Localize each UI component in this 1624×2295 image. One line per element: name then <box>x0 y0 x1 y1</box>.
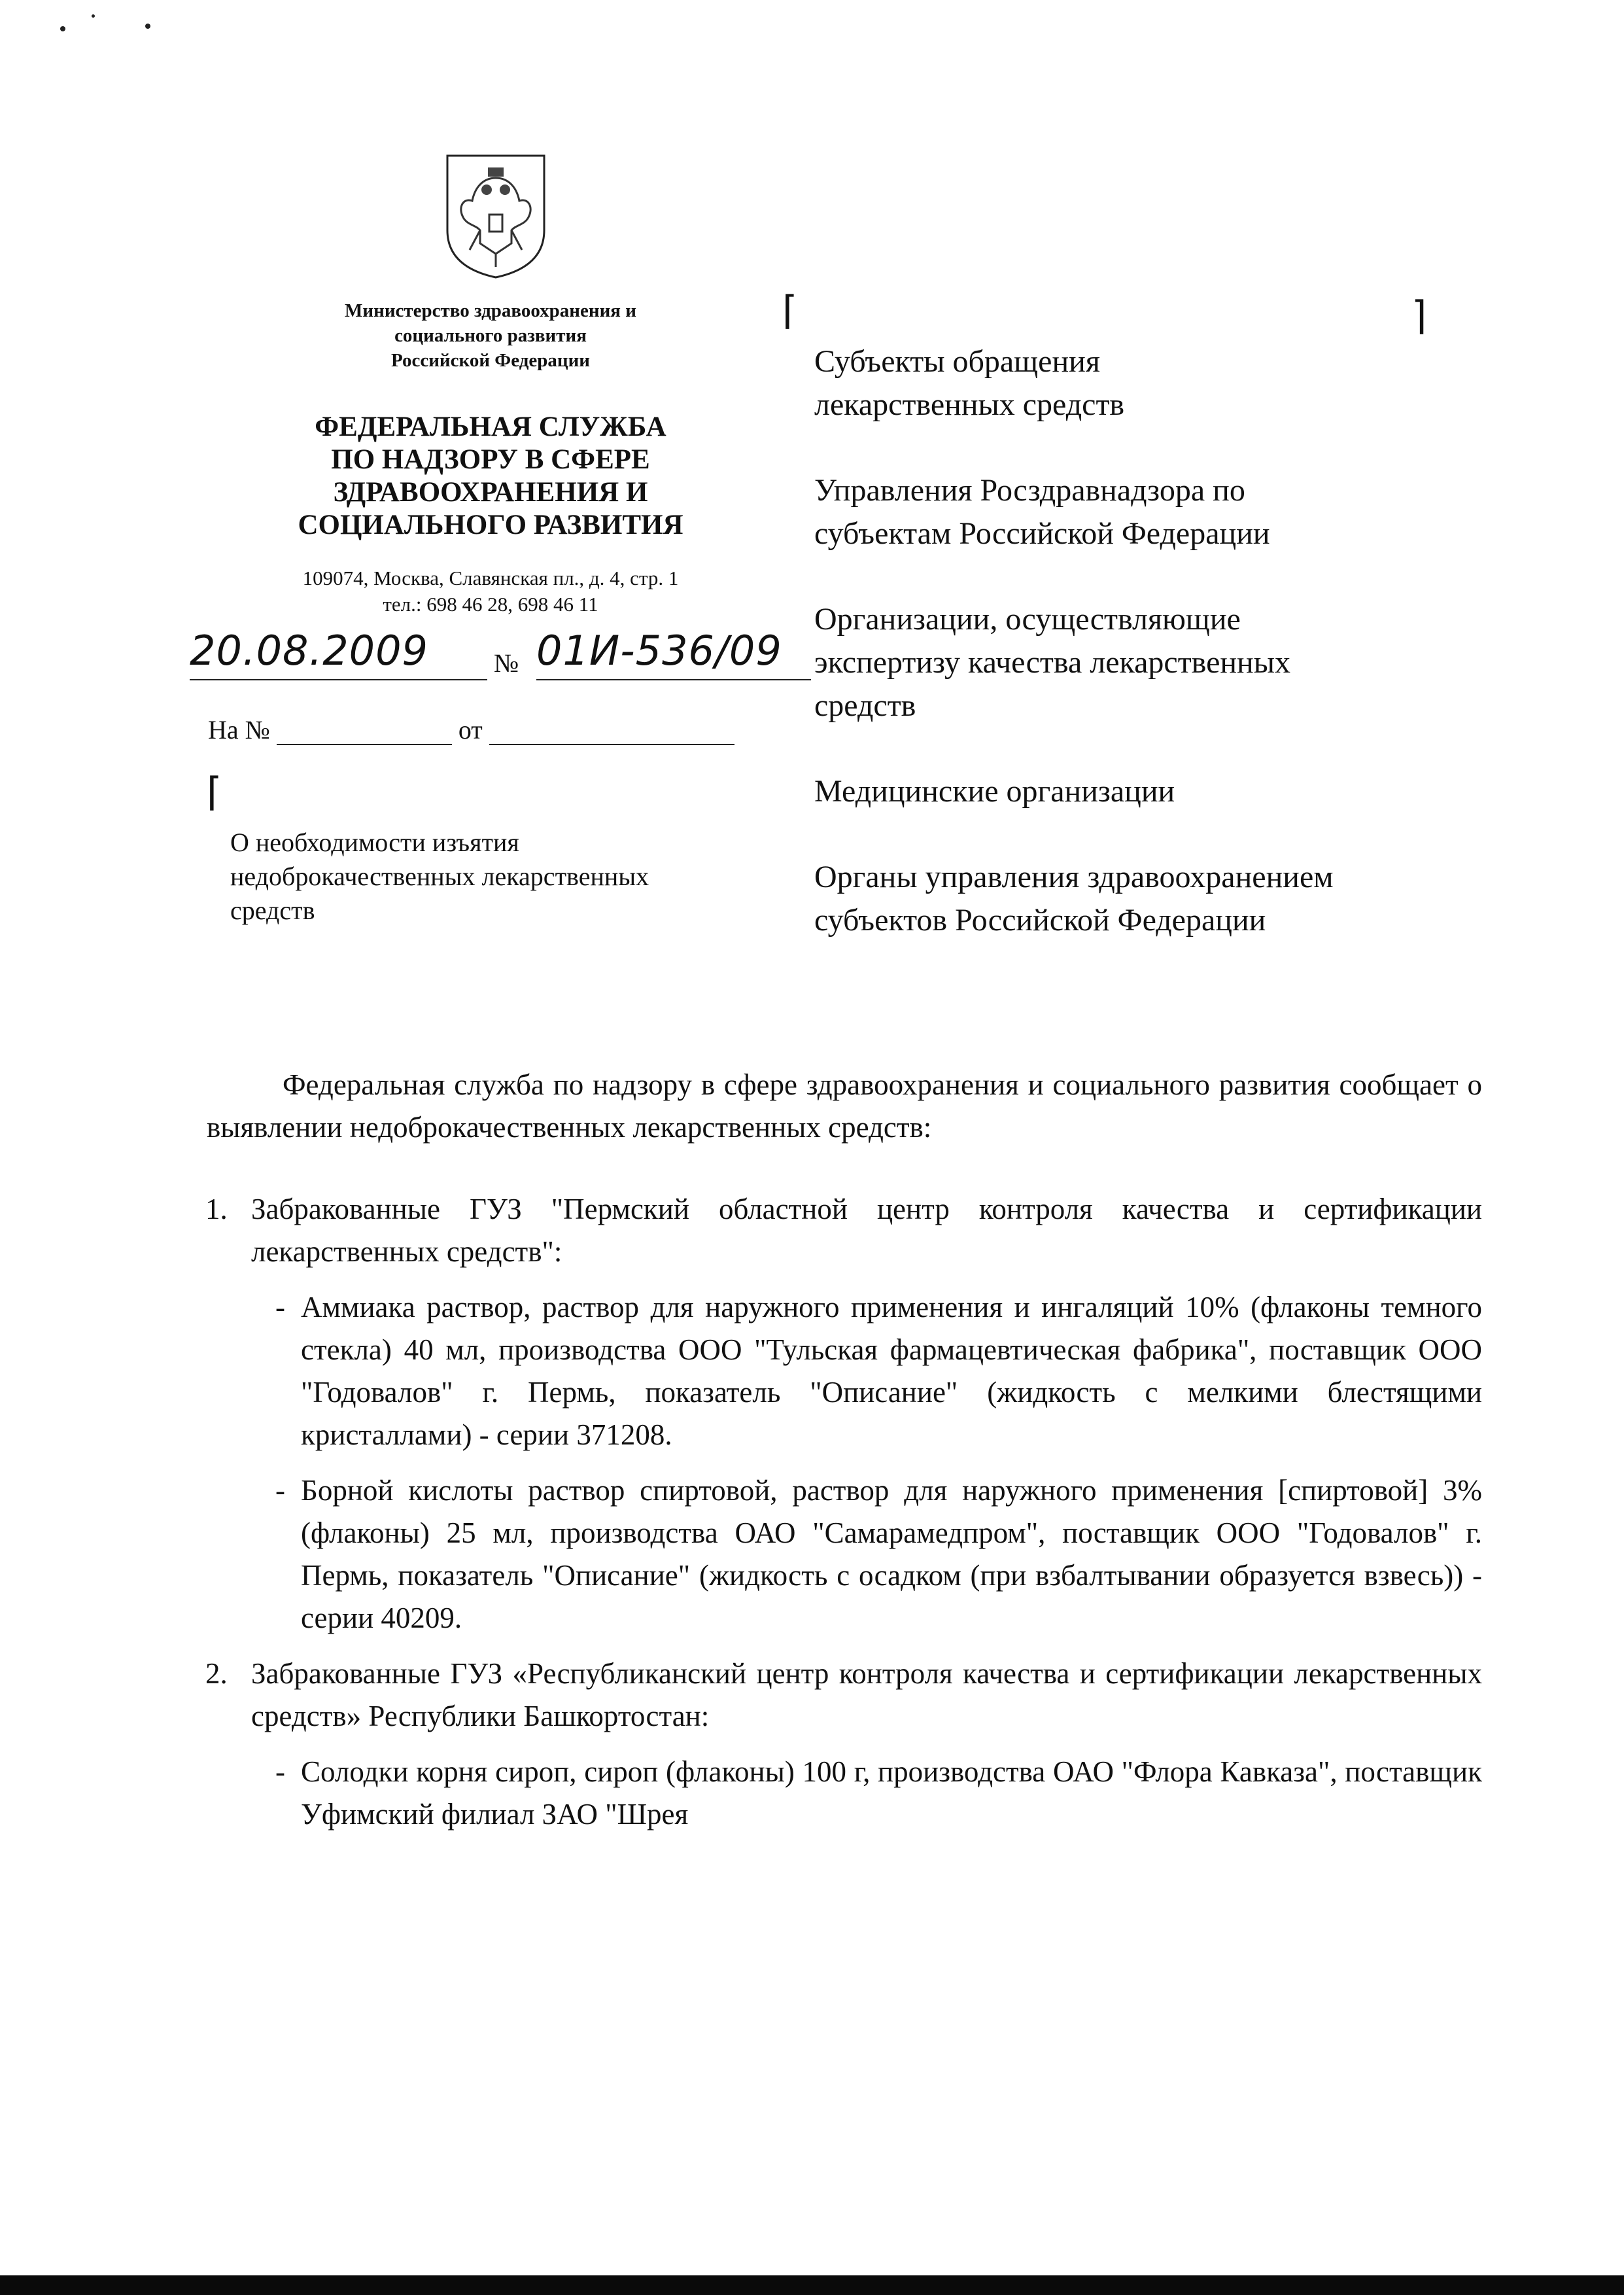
sub-item <box>207 1751 1482 1836</box>
coat-of-arms-emblem <box>443 152 548 280</box>
letter-body <box>207 1064 1482 1836</box>
subject-bracket: ⌈ <box>207 769 222 815</box>
intro-paragraph: Федеральная служба по надзору в сфере здравоохранения и социального развития сообщает о выявлении недоброкачественных лекарственных средств: <box>207 1068 1482 1144</box>
item-text: Забракованные ГУЗ «Республиканский центр контроля качества и сертификации лекарственных средств» Республики Башкортостан: <box>251 1657 1482 1732</box>
dash-bullet: - <box>275 1291 285 1323</box>
recipient: Организации, осуществляющие экспертизу качества лекарственных средств <box>814 602 1290 723</box>
recipient: Управления Росздравнадзора по субъектам Российской Федерации <box>814 473 1270 551</box>
sub-item-text: Борной кислоты раствор спиртовой, раствор для наружного применения [спиртовой] 3% (флаконы) 25 мл, производства ОАО "Самарамедпром", поставщик ООО "Годовалов" г. Пермь, показатель "Описание" (жидкость с осадком (при взбалтывании образуется взвесь)) - серии 40209. <box>301 1474 1482 1634</box>
service-address <box>249 565 733 618</box>
service-line: ЗДРАВООХРАНЕНИЯ И <box>333 477 648 508</box>
item-number: 2. <box>205 1657 228 1690</box>
recipient: Медицинские организации <box>814 774 1175 809</box>
recipient: Органы управления здравоохранением субъектов Российской Федерации <box>814 860 1334 937</box>
address-line: 109074, Москва, Славянская пл., д. 4, стр. 1 <box>302 567 679 589</box>
sub-item-text: Аммиака раствор, раствор для наружного применения и ингаляций 10% (флаконы темного стекла) 40 мл, производства ООО "Тульская фармацевтическая фабрика", поставщик ООО "Годовалов" г. Пермь, показатель "Описание" (жидкость с мелкими блестящими кристаллами) - серии 371208. <box>301 1291 1482 1451</box>
list-item <box>207 1653 1482 1738</box>
subject-line: О необходимости изъятия <box>230 828 519 857</box>
sub-item-text: Солодки корня сироп, сироп (флаконы) 100 г, производства ОАО "Флора Кавказа", поставщик Уфимский филиал ЗАО "Шрея <box>301 1755 1482 1831</box>
reply-number-label: На № <box>208 715 270 745</box>
sub-item <box>207 1469 1482 1639</box>
service-name <box>262 411 719 542</box>
ministry-line: Министерство здравоохранения и <box>345 300 636 321</box>
reply-number-blank <box>277 718 452 745</box>
recipient-bracket-right: ⌉ <box>1411 293 1427 339</box>
dash-bullet: - <box>275 1755 285 1788</box>
dash-bullet: - <box>275 1474 285 1507</box>
registration-date-field <box>190 627 487 680</box>
item-number: 1. <box>205 1193 228 1225</box>
reply-date-blank <box>489 718 734 745</box>
subject-line: средств <box>230 896 315 925</box>
reply-reference <box>208 714 734 745</box>
ministry-line: Российской Федерации <box>390 350 590 371</box>
scan-bottom-edge <box>0 2275 1624 2295</box>
ministry-line: социального развития <box>394 325 587 346</box>
registration-number-field <box>536 627 811 680</box>
scan-speck <box>145 24 150 29</box>
reply-date-label: от <box>458 715 483 745</box>
recipient: Субъекты обращения лекарственных средств <box>814 344 1125 422</box>
number-sign: № <box>494 648 519 678</box>
recipient-bracket-left: ⌈ <box>782 288 798 334</box>
service-line: ФЕДЕРАЛЬНАЯ СЛУЖБА <box>315 412 666 442</box>
service-line: СОЦИАЛЬНОГО РАЗВИТИЯ <box>298 510 683 540</box>
ministry-name <box>307 298 674 373</box>
registration-number: 01И-536/09 <box>536 627 782 674</box>
sub-item <box>207 1286 1482 1456</box>
scan-speck <box>92 14 95 18</box>
phone-line: тел.: 698 46 28, 698 46 11 <box>383 593 598 616</box>
letter-subject <box>230 826 780 928</box>
service-line: ПО НАДЗОРУ В СФЕРЕ <box>331 444 650 475</box>
item-text: Забракованные ГУЗ "Пермский областной центр контроля качества и сертификации лекарственных средств": <box>251 1193 1482 1268</box>
list-item <box>207 1188 1482 1273</box>
recipients-list <box>814 340 1494 985</box>
registration-date: 20.08.2009 <box>190 627 428 674</box>
scan-speck <box>60 26 65 31</box>
subject-line: недоброкачественных лекарственных <box>230 862 649 891</box>
